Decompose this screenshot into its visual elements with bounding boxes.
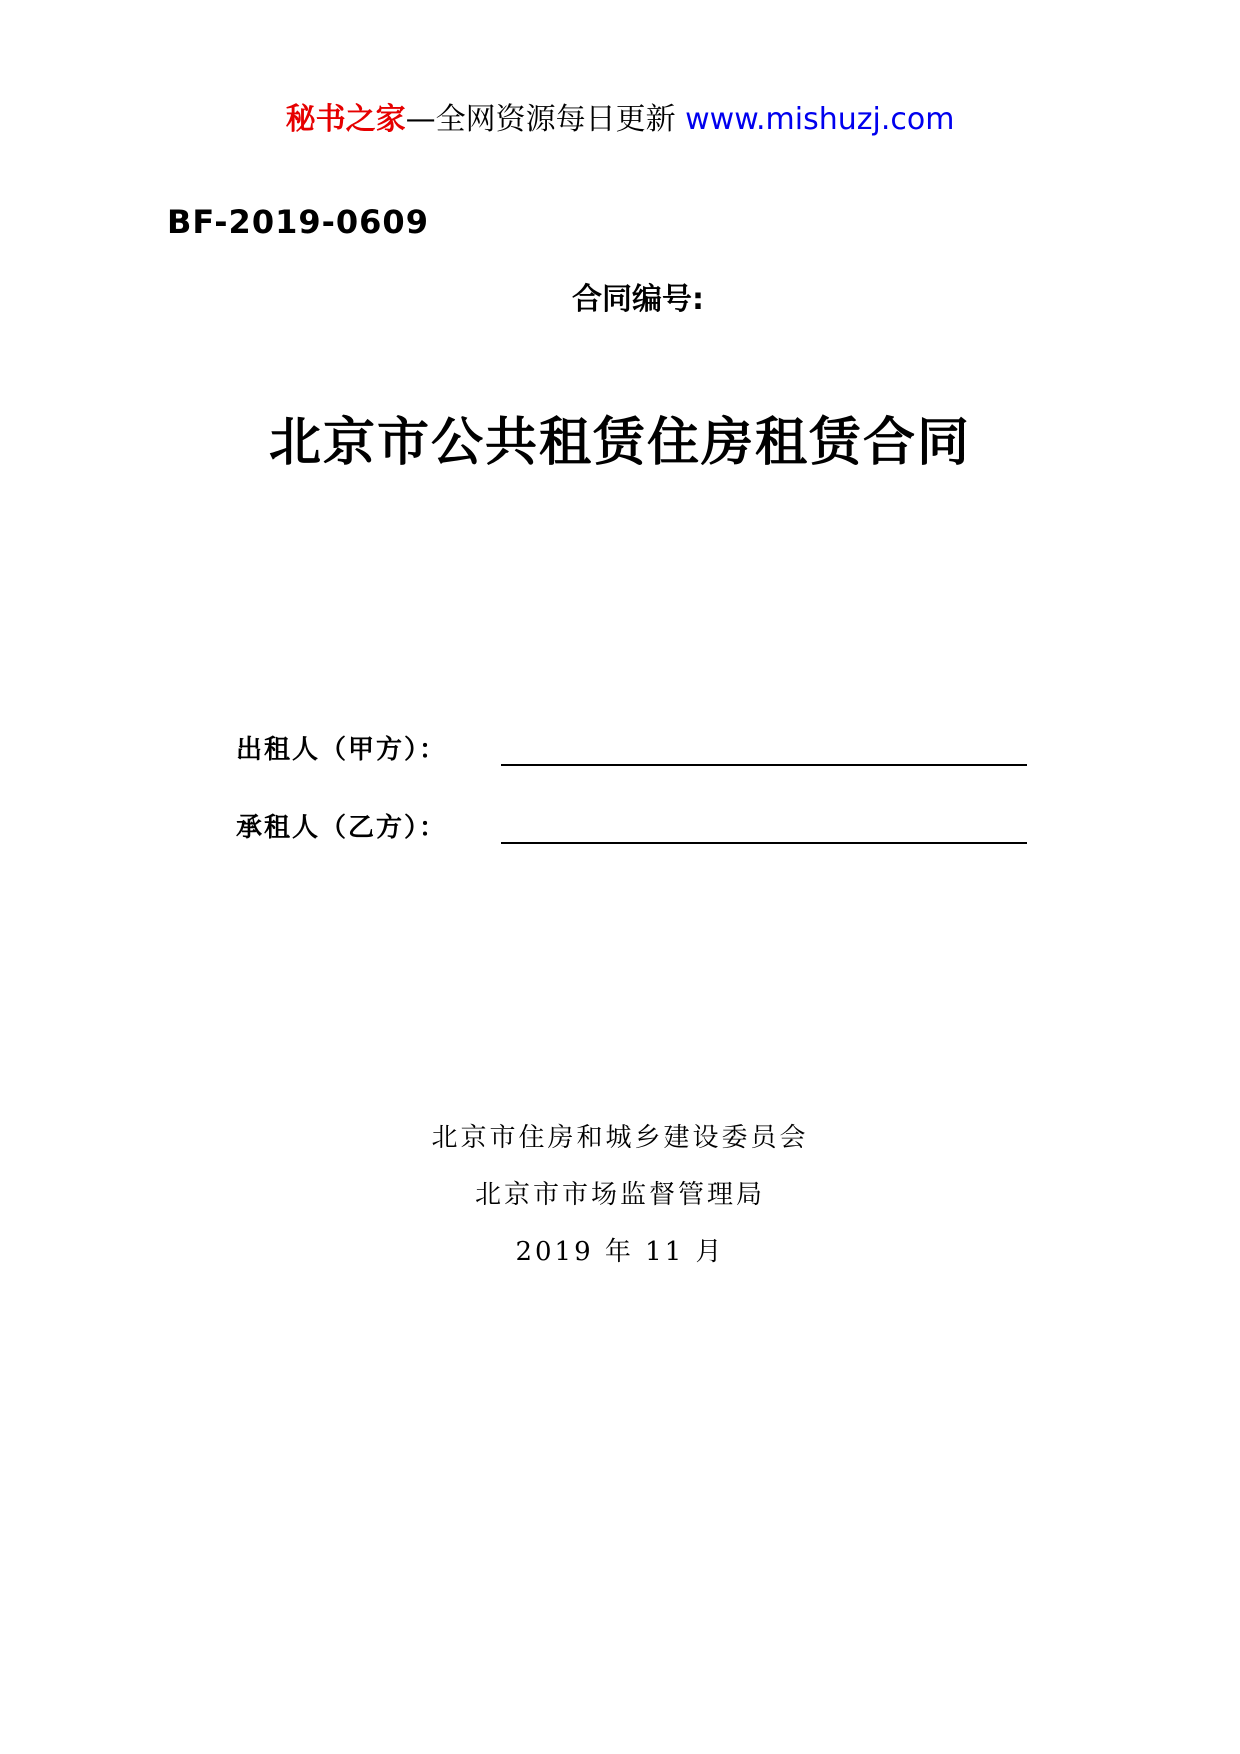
lessor-row [236,728,1036,772]
contract-number-label: 合同编号: [572,282,704,317]
issue-date: 2019 年 11 月 [515,1237,725,1267]
banner-slogan: —全网资源每日更新 [405,102,676,137]
lessee-signature-line [501,842,1027,844]
lessee-label: 承租人（乙方）： [236,813,448,843]
lessor-signature-line [501,764,1027,766]
lessee-row [236,806,1036,850]
site-banner [0,100,1240,140]
page-title: 北京市公共租赁住房租赁合同 [268,412,971,473]
issuer-market-regulation: 北京市市场监督管理局 [474,1180,765,1210]
banner-brand: 秘书之家 [285,102,406,137]
issuer-housing-commission: 北京市住房和城乡建设委员会 [431,1123,809,1153]
banner-url-link[interactable]: www.mishuzj.com [685,102,955,137]
lessor-label: 出租人（甲方）： [236,735,448,765]
document-code: BF-2019-0609 [167,203,429,241]
